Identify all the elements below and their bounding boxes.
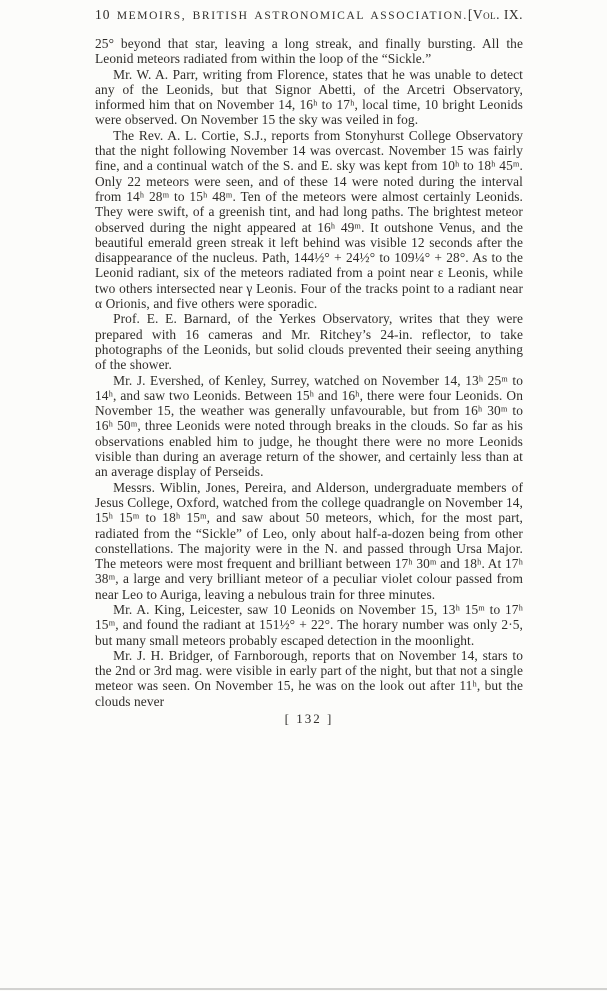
page-footer — [95, 711, 523, 727]
running-head — [95, 7, 523, 23]
running-title: MEMOIRS, BRITISH ASTRONOMICAL ASSOCIATION. — [116, 10, 468, 22]
volume-label: [Vol. IX. — [467, 7, 523, 22]
scan-edge-artifact — [0, 988, 607, 990]
paragraph-king: Mr. A. King, Leicester, saw 10 Leonids on November 15, 13ʰ 15ᵐ to 17ʰ 15ᵐ, and found the radiant at 151½° + 22°. The horary number was only 2·5, but many small meteors probably escaped detection in the moonlight. — [95, 601, 523, 648]
paragraph-parr: Mr. W. A. Parr, writing from Florence, states that he was unable to detect any of the Leonids, but that Signor Abetti, of the Arcetri Observatory, informed him that on November 14, 16ʰ to 17ʰ, local time, 10 bright Leonids were observed. On November 15 the sky was veiled in fog. — [95, 66, 523, 128]
folio-number: [ 132 ] — [284, 711, 334, 727]
paragraph-cortie: The Rev. A. L. Cortie, S.J., reports from Stonyhurst College Observatory that the night following November 14 was overcast. November 15 was fairly fine, and a continual watch of the S. and E. sky was kept from 10ʰ to 18ʰ 45ᵐ. Only 22 meteors were seen, and of these 14 were noted during the interval from 14ʰ 28ᵐ to 15ʰ 48ᵐ. Ten of the meteors were almost certainly Leonids. They were swift, of a greenish tint, and had long paths. The brightest meteor observed during the night appeared at 16ʰ 49ᵐ. It outshone Venus, and the beautiful emerald green streak it left behind was visible 12 seconds after the disappearance of the nucleus. Path, 144½° + 24½° to 109¼° + 28°. As to the Leonid radiant, six of the meteors radiated from a point near ε Leonis, while two others intersected near γ Leonis. Four of the tracks point to a radiant near α Orionis, and five others were sporadic. — [95, 127, 523, 312]
paragraph-bridger: Mr. J. H. Bridger, of Farnborough, reports that on November 14, stars to the 2nd or 3rd mag. were visible in early part of the night, but that not a single meteor was seen. On November 15, he was on the look out after 11ʰ, but the clouds never — [95, 647, 523, 709]
paragraph-wiblin: Messrs. Wiblin, Jones, Pereira, and Alderson, undergraduate members of Jesus College, Oxford, watched from the college quadrangle on November 14, 15ʰ 15ᵐ to 18ʰ 15ᵐ, and saw about 50 meteors, which, for the most part, radiated from the “Sickle” of Leo, only about half-a-dozen being from other constellations. The majority were in the N. and passed through Ursa Major. The meteors were most frequent and brilliant between 17ʰ 30ᵐ and 18ʰ. At 17ʰ 38ᵐ, a large and very brilliant meteor of a peculiar violet colour passed from near Leo to Auriga, leaving a nebulous train for three minutes. — [95, 479, 523, 602]
page-body — [95, 36, 523, 709]
paragraph-barnard: Prof. E. E. Barnard, of the Yerkes Observatory, writes that they were prepared with 16 cameras and Mr. Ritchey’s 24-in. reflector, to take photographs of the Leonids, but solid clouds prevented their seeing anything of the shower. — [95, 311, 523, 373]
paragraph-evershed: Mr. J. Evershed, of Kenley, Surrey, watched on November 14, 13ʰ 25ᵐ to 14ʰ, and saw two Leonids. Between 15ʰ and 16ʰ, there were four Leonids. On November 15, the weather was generally unfavourable, but from 16ʰ 30ᵐ to 16ʰ 50ᵐ, three Leonids were noted through breaks in the clouds. So far as his observations enabled him to judge, he thought there were no more Leonids visible than during an average return of the shower, and certainly less than at an average display of Perseids. — [95, 372, 523, 480]
page-number: 10 — [95, 7, 111, 22]
paragraph-continuation: 25° beyond that star, leaving a long streak, and finally bursting. All the Leonid meteors radiated from within the loop of the “Sickle.” — [95, 36, 523, 67]
